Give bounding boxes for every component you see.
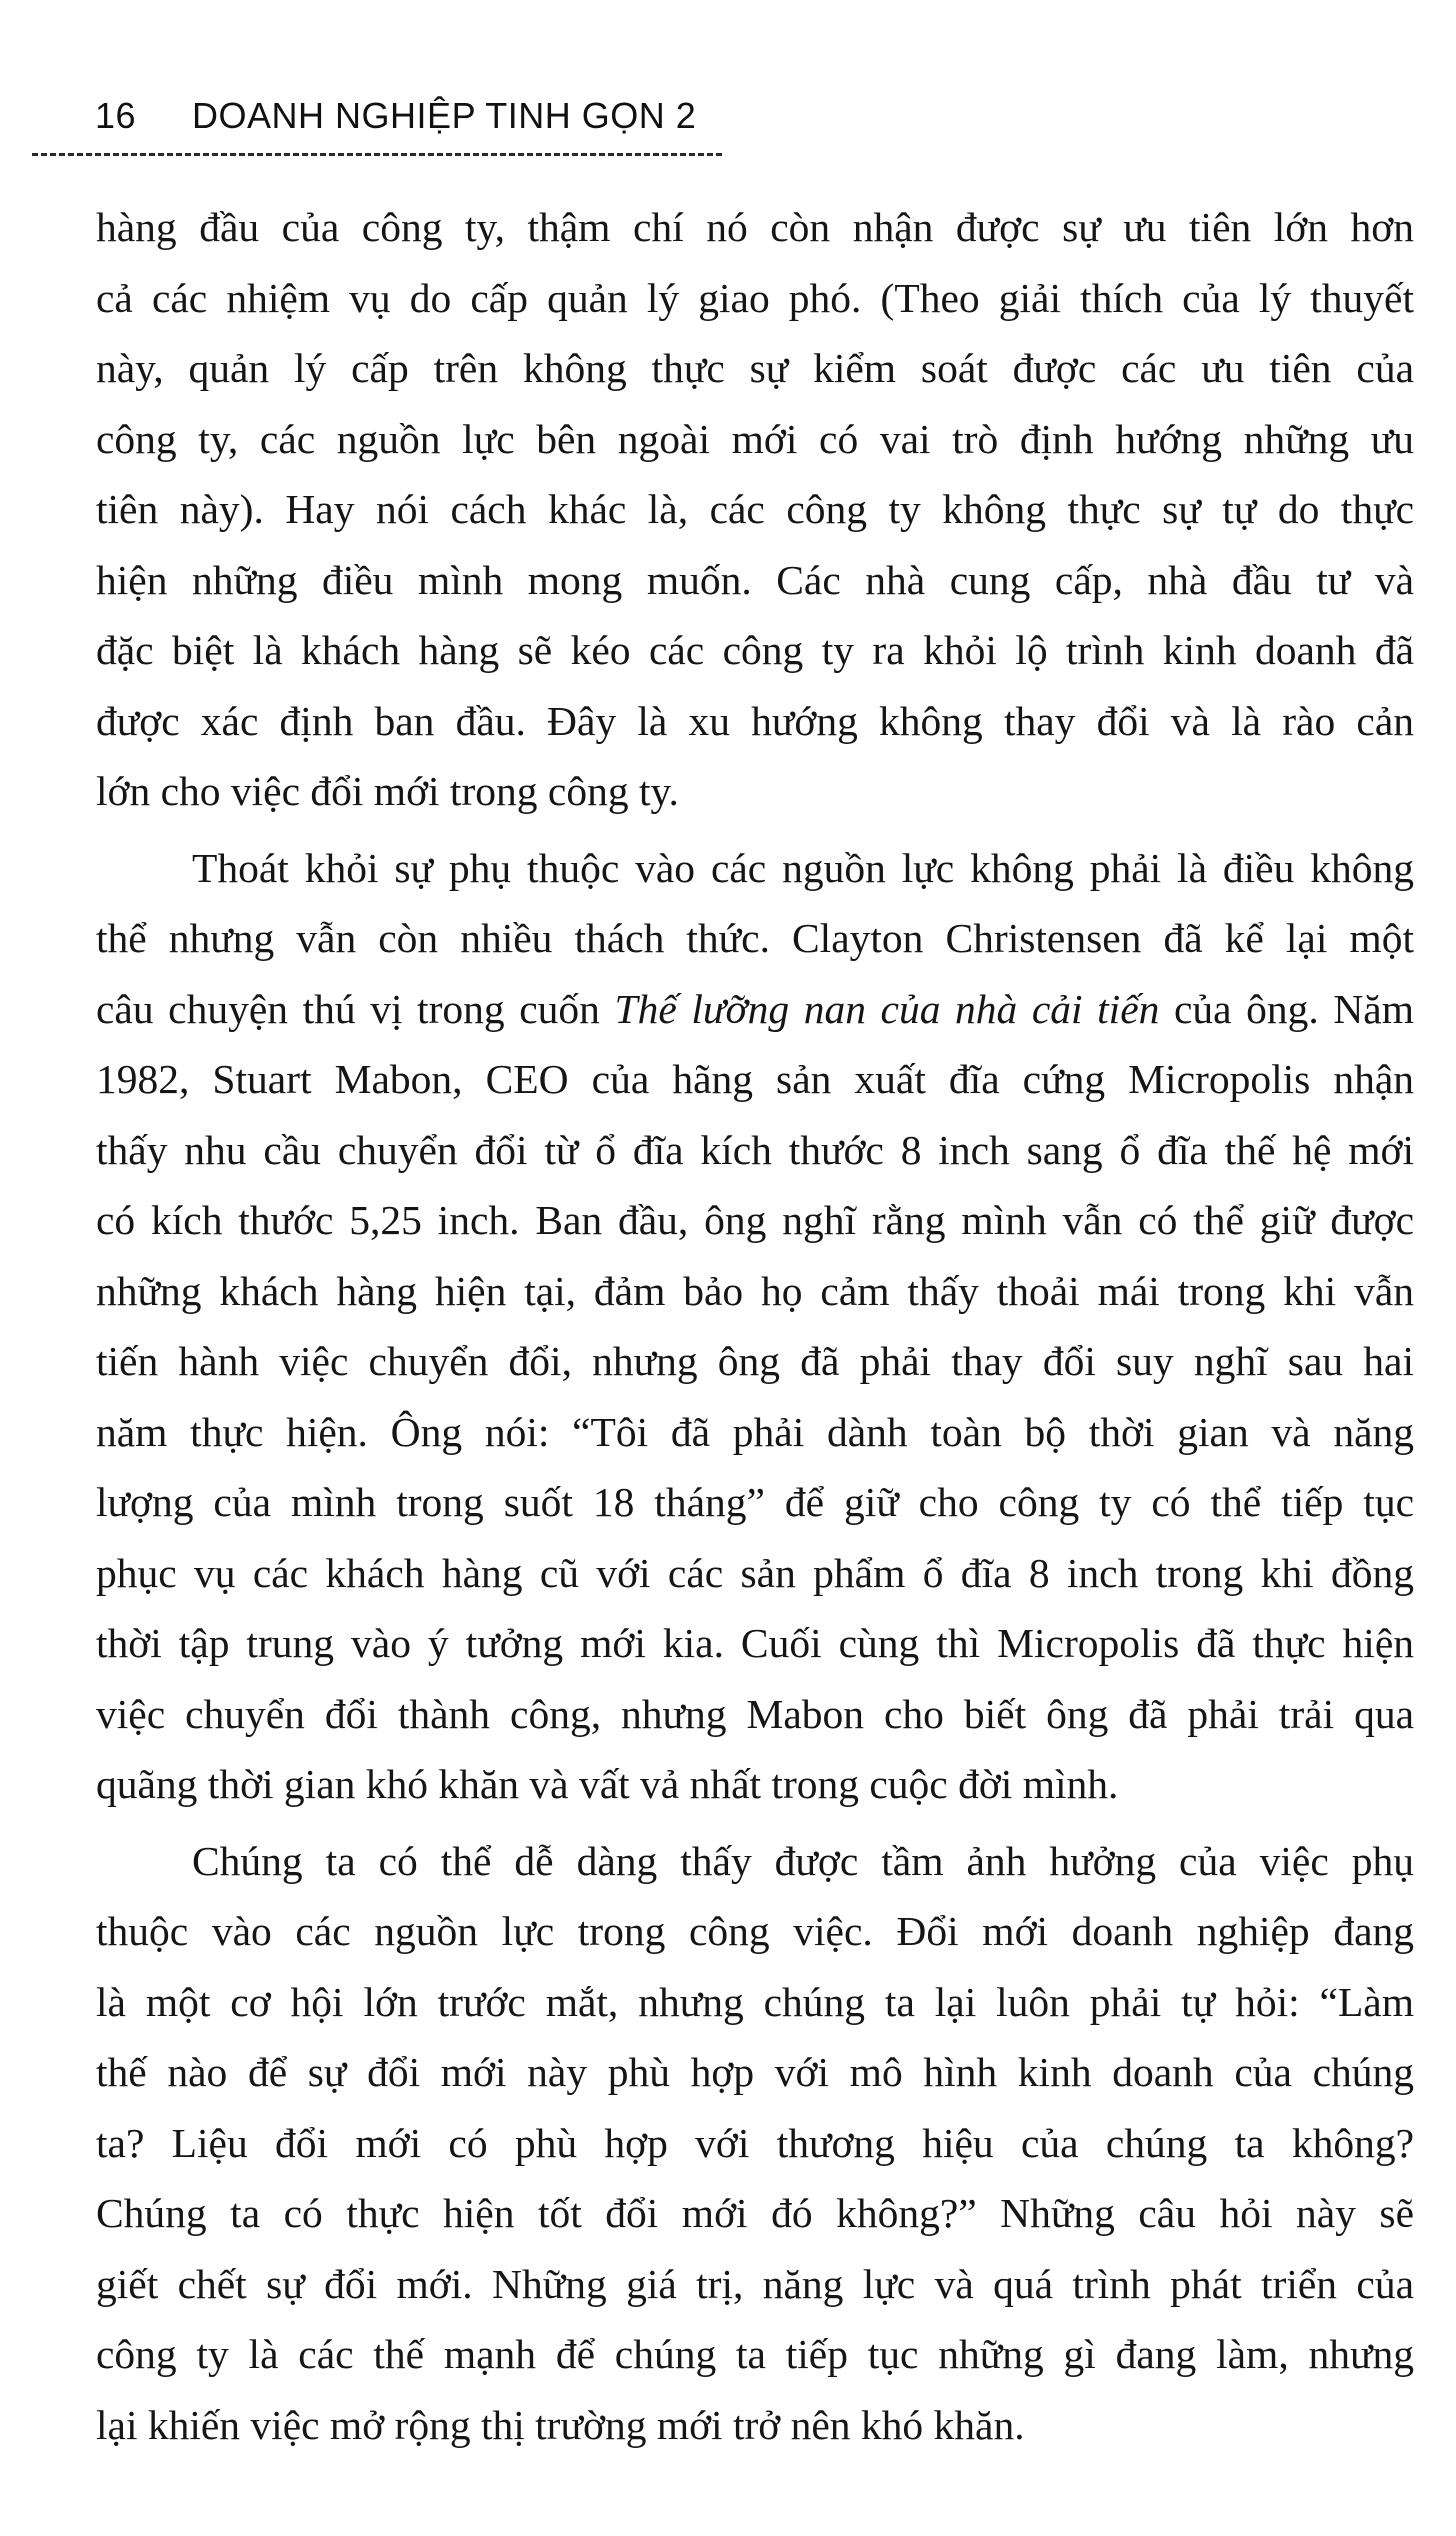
text-fragment: câu chuyện thú vị trong cuốn bbox=[96, 985, 615, 1032]
text-line: việc chuyển đổi thành công, nhưng Mabon cho biết ông đã phải trải qua bbox=[96, 1690, 1414, 1737]
text-line: thấy nhu cầu chuyển đổi từ ổ đĩa kích thước 8 inch sang ổ đĩa thế hệ mới bbox=[96, 1126, 1414, 1173]
text-line: đặc biệt là khách hàng sẽ kéo các công ty ra khỏi lộ trình kinh doanh đã bbox=[96, 627, 1414, 673]
text-line-with-title bbox=[96, 974, 1414, 1045]
text-line: công ty là các thế mạnh để chúng ta tiếp tục những gì đang làm, nhưng bbox=[96, 2331, 1414, 2377]
header-divider bbox=[32, 153, 722, 156]
text-line: hàng đầu của công ty, thậm chí nó còn nhận được sự ưu tiên lớn hơn bbox=[96, 204, 1414, 250]
text-line: Chúng ta có thực hiện tốt đổi mới đó không?” Những câu hỏi này sẽ bbox=[96, 2190, 1414, 2236]
text-fragment: của ông. Năm bbox=[1159, 985, 1414, 1032]
page-number: 16 bbox=[95, 95, 137, 136]
paragraph-1 bbox=[96, 192, 1414, 827]
running-header bbox=[95, 95, 696, 145]
text-line: quãng thời gian khó khăn và vất vả nhất trong cuộc đời mình. bbox=[96, 1761, 1119, 1807]
text-line: lớn cho việc đổi mới trong công ty. bbox=[96, 768, 679, 814]
text-line: tiên này). Hay nói cách khác là, các công ty không thực sự tự do thực bbox=[96, 486, 1414, 532]
text-line: thuộc vào các nguồn lực trong công việc. Đổi mới doanh nghiệp đang bbox=[96, 1908, 1414, 1954]
text-line: này, quản lý cấp trên không thực sự kiểm soát được các ưu tiên của bbox=[96, 345, 1414, 391]
text-line: năm thực hiện. Ông nói: “Tôi đã phải dành toàn bộ thời gian và năng bbox=[96, 1408, 1414, 1455]
text-line: công ty, các nguồn lực bên ngoài mới có vai trò định hướng những ưu bbox=[96, 415, 1414, 462]
text-line: có kích thước 5,25 inch. Ban đầu, ông nghĩ rằng mình vẫn có thể giữ được bbox=[96, 1197, 1414, 1243]
text-line: thể nhưng vẫn còn nhiều thách thức. Clayton Christensen đã kể lại một bbox=[96, 915, 1414, 961]
paragraph-3 bbox=[96, 1826, 1414, 2461]
text-line: là một cơ hội lớn trước mắt, nhưng chúng ta lại luôn phải tự hỏi: “Làm bbox=[96, 1978, 1414, 2025]
text-line: lại khiến việc mở rộng thị trường mới trở nên khó khăn. bbox=[96, 2401, 1025, 2448]
text-line: Thoát khỏi sự phụ thuộc vào các nguồn lực không phải là điều không bbox=[192, 844, 1414, 891]
text-line: ta? Liệu đổi mới có phù hợp với thương hiệu của chúng ta không? bbox=[96, 2119, 1414, 2166]
paragraph-2 bbox=[96, 833, 1414, 1820]
text-line: cả các nhiệm vụ do cấp quản lý giao phó. (Theo giải thích của lý thuyết bbox=[96, 274, 1414, 321]
text-line: hiện những điều mình mong muốn. Các nhà cung cấp, nhà đầu tư và bbox=[96, 556, 1414, 603]
text-line: phục vụ các khách hàng cũ với các sản phẩm ổ đĩa 8 inch trong khi đồng bbox=[96, 1549, 1414, 1596]
text-line: lượng của mình trong suốt 18 tháng” để giữ cho công ty có thể tiếp tục bbox=[96, 1479, 1414, 1525]
body-text bbox=[96, 192, 1414, 2460]
text-line: 1982, Stuart Mabon, CEO của hãng sản xuất đĩa cứng Micropolis nhận bbox=[96, 1056, 1414, 1102]
text-line: thế nào để sự đổi mới này phù hợp với mô hình kinh doanh của chúng bbox=[96, 2049, 1414, 2095]
text-line: tiến hành việc chuyển đổi, nhưng ông đã phải thay đổi suy nghĩ sau hai bbox=[96, 1338, 1414, 1384]
text-line: Chúng ta có thể dễ dàng thấy được tầm ảnh hưởng của việc phụ bbox=[192, 1837, 1414, 1884]
book-title: DOANH NGHIỆP TINH GỌN 2 bbox=[192, 95, 697, 136]
text-line: giết chết sự đổi mới. Những giá trị, năng lực và quá trình phát triển của bbox=[96, 2260, 1414, 2307]
text-line: được xác định ban đầu. Đây là xu hướng không thay đổi và là rào cản bbox=[96, 697, 1414, 744]
book-title-reference: Thế lưỡng nan của nhà cải tiến bbox=[614, 985, 1160, 1032]
text-line: những khách hàng hiện tại, đảm bảo họ cảm thấy thoải mái trong khi vẫn bbox=[96, 1267, 1414, 1314]
text-line: thời tập trung vào ý tưởng mới kia. Cuối cùng thì Micropolis đã thực hiện bbox=[96, 1620, 1414, 1666]
